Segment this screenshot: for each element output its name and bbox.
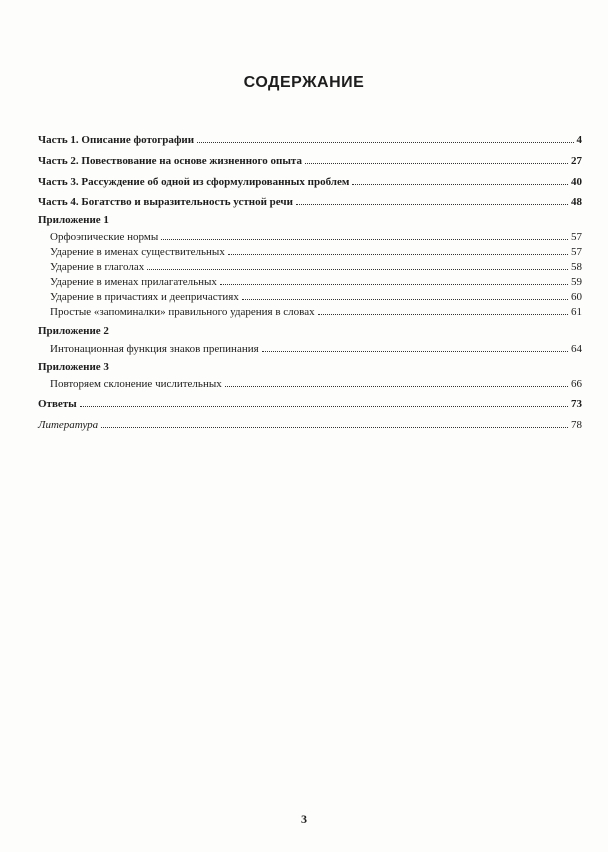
toc-entry-page: 4 <box>576 134 582 146</box>
dot-leader <box>296 193 568 205</box>
toc-entry-page: 58 <box>571 261 582 273</box>
toc-entry-label: Простые «запоминалки» правильного ударения в словах <box>50 306 315 318</box>
toc-entry-literature[interactable] <box>38 416 582 431</box>
dot-leader <box>197 131 573 143</box>
toc-entry-appendix-3-item[interactable] <box>50 375 582 390</box>
dot-leader <box>147 258 568 270</box>
toc-entry-answers[interactable] <box>38 395 582 410</box>
toc-entry-label: Повторяем склонение числительных <box>50 378 222 390</box>
appendix-1-heading: Приложение 1 <box>38 214 109 226</box>
dot-leader <box>161 228 568 240</box>
toc-entry-page: 48 <box>571 196 582 208</box>
dot-leader <box>242 288 568 300</box>
dot-leader <box>225 375 568 387</box>
dot-leader <box>228 243 568 255</box>
toc-entry-label: Орфоэпические нормы <box>50 231 159 243</box>
toc-entry-label: Часть 4. Богатство и выразительность устной речи <box>38 196 293 208</box>
page-title: СОДЕРЖАНИЕ <box>243 74 365 91</box>
toc-entry-appendix-1-item[interactable] <box>50 288 582 303</box>
dot-leader <box>101 416 568 428</box>
toc-entry-label: Интонационная функция знаков препинания <box>50 343 259 355</box>
toc-entry-label: Литература <box>38 419 99 431</box>
toc-entry-label: Ударение в именах существительных <box>50 246 225 258</box>
table-of-contents <box>38 0 582 852</box>
appendix-2-heading: Приложение 2 <box>38 325 109 337</box>
toc-entry-page: 40 <box>571 176 582 188</box>
toc-entry-label: Часть 3. Рассуждение об одной из сформулированных проблем <box>38 176 350 188</box>
dot-leader <box>318 303 568 315</box>
toc-entry-page: 59 <box>571 276 582 288</box>
dot-leader <box>262 340 568 352</box>
dot-leader <box>220 273 568 285</box>
toc-entry-part-3[interactable] <box>38 173 582 188</box>
toc-entry-label: Часть 2. Повествование на основе жизненного опыта <box>38 155 302 167</box>
toc-entry-label: Ударение в причастиях и деепричастиях <box>50 291 239 303</box>
toc-entry-appendix-1-item[interactable] <box>50 273 582 288</box>
toc-entry-appendix-2-item[interactable] <box>50 340 582 355</box>
toc-entry-appendix-1-item[interactable] <box>50 228 582 243</box>
toc-entry-label: Ответы <box>38 398 77 410</box>
toc-entry-page: 73 <box>571 398 582 410</box>
toc-entry-page: 57 <box>571 246 582 258</box>
toc-entry-label: Ударение в глаголах <box>50 261 145 273</box>
dot-leader <box>352 173 568 185</box>
toc-entry-label: Ударение в именах прилагательных <box>50 276 217 288</box>
toc-entry-part-1[interactable] <box>38 131 582 146</box>
toc-entry-part-2[interactable] <box>38 152 582 167</box>
toc-entry-appendix-1-item[interactable] <box>50 243 582 258</box>
toc-entry-page: 66 <box>571 378 582 390</box>
appendix-3-heading: Приложение 3 <box>38 361 109 373</box>
page-number: 3 <box>301 812 307 826</box>
toc-entry-page: 60 <box>571 291 582 303</box>
toc-entry-appendix-1-item[interactable] <box>50 258 582 273</box>
toc-entry-page: 57 <box>571 231 582 243</box>
toc-entry-page: 61 <box>571 306 582 318</box>
toc-entry-page: 78 <box>571 419 582 431</box>
dot-leader <box>305 152 568 164</box>
toc-entry-part-4[interactable] <box>38 193 582 208</box>
toc-entry-page: 64 <box>571 343 582 355</box>
toc-entry-page: 27 <box>571 155 582 167</box>
toc-entry-label: Часть 1. Описание фотографии <box>38 134 195 146</box>
toc-entry-appendix-1-item[interactable] <box>50 303 582 318</box>
dot-leader <box>80 395 568 407</box>
